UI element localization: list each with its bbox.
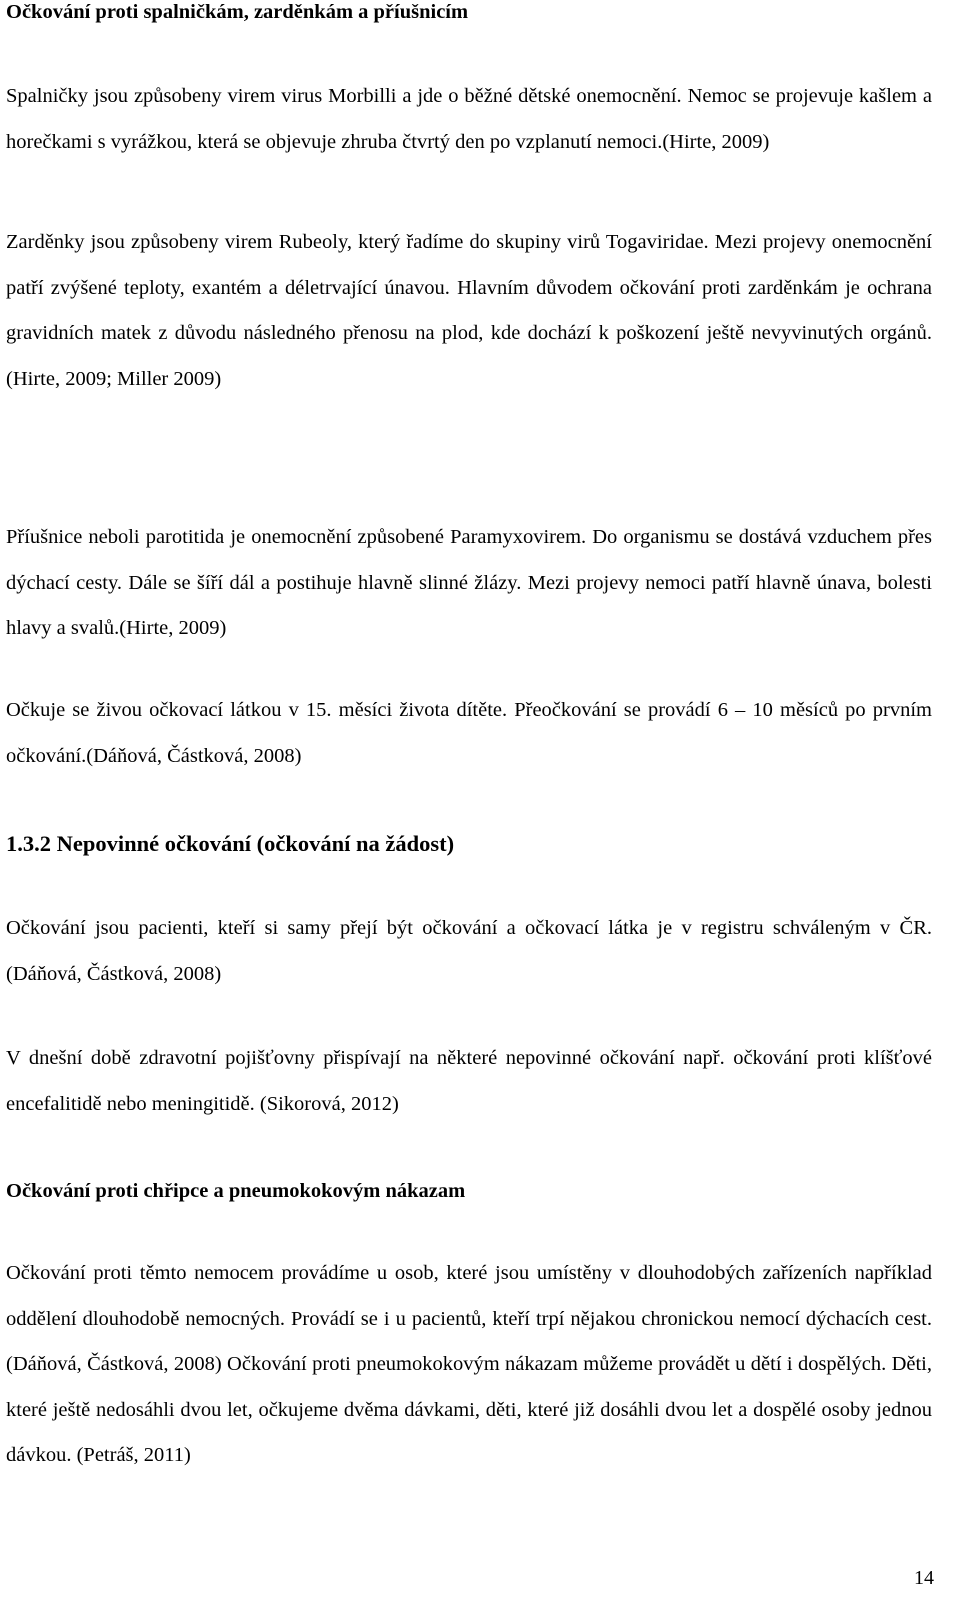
paragraph-flu-pneumococcal: Očkování proti těmto nemocem provádíme u osob, které jsou umístěny v dlouhodobých zařízeních například oddělení dlouhodobě nemocných. Provádí se i u pacientů, kteří trpí nějakou chronickou nemocí dýchacích cest. (Dáňová, Částková, 2008) Očkování proti pneumokokovým nákazam můžeme provádět u dětí i dospělých. Děti, které ještě nedosáhli dvou let, očkujeme dvěma dávkami, děti, které již dosáhli dvou let a dospělé osoby jednou dávkou. (Petráš, 2011): [6, 1262, 932, 1466]
paragraph-mumps: Příušnice neboli parotitida je onemocnění způsobené Paramyxovirem. Do organismu se dostává vzduchem přes dýchací cesty. Dále se šíří dál a postihuje hlavně slinné žlázy. Mezi projevy nemoci patří hlavně únava, bolesti hlavy a svalů.(Hirte, 2009): [6, 526, 932, 639]
paragraph-insurance: V dnešní době zdravotní pojišťovny přispívají na některé nepovinné očkování např. očkování proti klíšťové encefalitidě nebo meningitidě. (Sikorová, 2012): [6, 1047, 932, 1115]
page-number: 14: [914, 1567, 934, 1589]
heading-optional-vaccination: 1.3.2 Nepovinné očkování (očkování na žádost): [6, 831, 455, 856]
paragraph-vaccination-schedule: Očkuje se živou očkovací látkou v 15. měsíci života dítěte. Přeočkování se provádí 6 – 10 měsíců po prvním očkování.(Dáňová, Částková, 2008): [6, 699, 932, 767]
paragraph-measles: Spalničky jsou způsobeny virem virus Morbilli a jde o běžné dětské onemocnění. Nemoc se projevuje kašlem a horečkami s vyrážkou, která se objevuje zhruba čtvrtý den po vzplanutí nemoci.(Hirte, 2009): [6, 85, 932, 153]
paragraph-optional-vaccination: Očkování jsou pacienti, kteří si samy přejí být očkování a očkovací látka je v registru schváleným v ČR. (Dáňová, Částková, 2008): [6, 917, 932, 985]
heading-flu-pneumococcal: Očkování proti chřipce a pneumokokovým nákazam: [6, 1180, 466, 1202]
heading-measles-rubella-mumps: Očkování proti spalničkám, zarděnkám a příušnicím: [6, 1, 469, 23]
paragraph-rubella: Zarděnky jsou způsobeny virem Rubeoly, který řadíme do skupiny virů Togaviridae. Mezi projevy onemocnění patří zvýšené teploty, exantém a déletrvající únavou. Hlavním důvodem očkování proti zarděnkám je ochrana gravidních matek z důvodu následného přenosu na plod, kde dochází k poškození ještě nevyvinutých orgánů.(Hirte, 2009; Miller 2009): [6, 231, 932, 390]
